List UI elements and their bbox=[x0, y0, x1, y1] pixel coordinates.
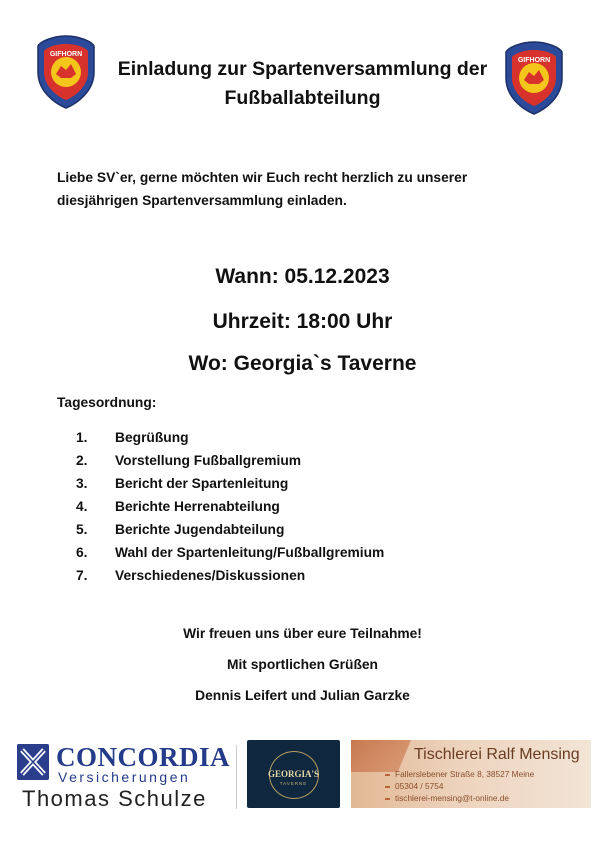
georgias-name: GEORGIA'S bbox=[267, 769, 319, 779]
event-place: Wo: Georgia`s Taverne bbox=[188, 352, 417, 375]
agenda-item-text: Wahl der Spartenleitung/Fußballgremium bbox=[115, 545, 385, 560]
intro-line-2: diesjährigen Spartenversammlung einladen. bbox=[57, 193, 347, 208]
crest-text-top: GIFHORN bbox=[49, 51, 83, 58]
event-time: Uhrzeit: 18:00 Uhr bbox=[212, 310, 393, 333]
agenda-item-text: Bericht der Spartenleitung bbox=[115, 476, 289, 491]
bullet-icon bbox=[385, 786, 390, 788]
title-line-2: Fußballabteilung bbox=[224, 87, 381, 109]
agenda-item-text: Verschiedenes/Diskussionen bbox=[115, 568, 306, 583]
crest-text-top: GIFHORN bbox=[517, 57, 551, 64]
sponsor-concordia bbox=[14, 740, 229, 812]
club-crest-right bbox=[502, 40, 566, 116]
agenda-item bbox=[76, 449, 384, 472]
georgias-subtitle: TAVERNE bbox=[279, 781, 308, 786]
bullet-icon bbox=[385, 774, 390, 776]
agenda-item bbox=[76, 472, 384, 495]
agenda-item-text: Berichte Jugendabteilung bbox=[115, 522, 285, 537]
agenda-item bbox=[76, 518, 384, 541]
sponsor-georgias bbox=[247, 740, 340, 808]
bullet-icon bbox=[385, 798, 390, 800]
club-crest-left bbox=[34, 34, 98, 110]
closing-line-2: Mit sportlichen Grüßen bbox=[226, 657, 378, 672]
tischlerei-address: Fallerslebener Straße 8, 38527 Meine bbox=[395, 769, 535, 779]
event-date: Wann: 05.12.2023 bbox=[215, 265, 390, 288]
sponsor-tischlerei bbox=[351, 740, 591, 808]
concordia-logo-icon bbox=[17, 744, 49, 780]
tischlerei-name: Tischlerei Ralf Mensing bbox=[414, 746, 580, 763]
sponsor-divider bbox=[236, 745, 237, 809]
concordia-name: CONCORDIA bbox=[56, 742, 231, 772]
intro-text bbox=[57, 166, 557, 212]
agenda-title: Tagesordnung: bbox=[57, 395, 157, 410]
closing-signature: Dennis Leifert und Julian Garzke bbox=[195, 688, 410, 703]
concordia-agent-name: Thomas Schulze bbox=[22, 786, 207, 811]
tischlerei-accent-band bbox=[351, 740, 411, 772]
agenda-item bbox=[76, 564, 384, 587]
agenda-item-number: 3. bbox=[76, 476, 88, 491]
agenda-item-number: 6. bbox=[76, 545, 88, 560]
page-title bbox=[100, 55, 505, 113]
agenda-item-text: Berichte Herrenabteilung bbox=[115, 499, 280, 514]
agenda-item-text: Vorstellung Fußballgremium bbox=[115, 453, 302, 468]
agenda-item-number: 1. bbox=[76, 430, 88, 445]
tischlerei-email[interactable]: tischlerei-mensing@t-online.de bbox=[395, 793, 510, 803]
title-line-1: Einladung zur Spartenversammlung der bbox=[117, 58, 488, 80]
tischlerei-phone: 05304 / 5754 bbox=[395, 781, 444, 791]
agenda-item-number: 2. bbox=[76, 453, 88, 468]
agenda-item bbox=[76, 426, 384, 449]
agenda-item bbox=[76, 495, 384, 518]
agenda-item-number: 5. bbox=[76, 522, 88, 537]
agenda-item-number: 7. bbox=[76, 568, 88, 583]
closing-line-1: Wir freuen uns über eure Teilnahme! bbox=[183, 626, 422, 641]
agenda-item-number: 4. bbox=[76, 499, 88, 514]
intro-line-1: Liebe SV`er, gerne möchten wir Euch recht herzlich zu unserer bbox=[57, 170, 468, 185]
agenda-item-text: Begrüßung bbox=[115, 430, 189, 445]
agenda-list bbox=[76, 426, 384, 587]
concordia-subtitle: Versicherungen bbox=[58, 769, 191, 785]
agenda-item bbox=[76, 541, 384, 564]
